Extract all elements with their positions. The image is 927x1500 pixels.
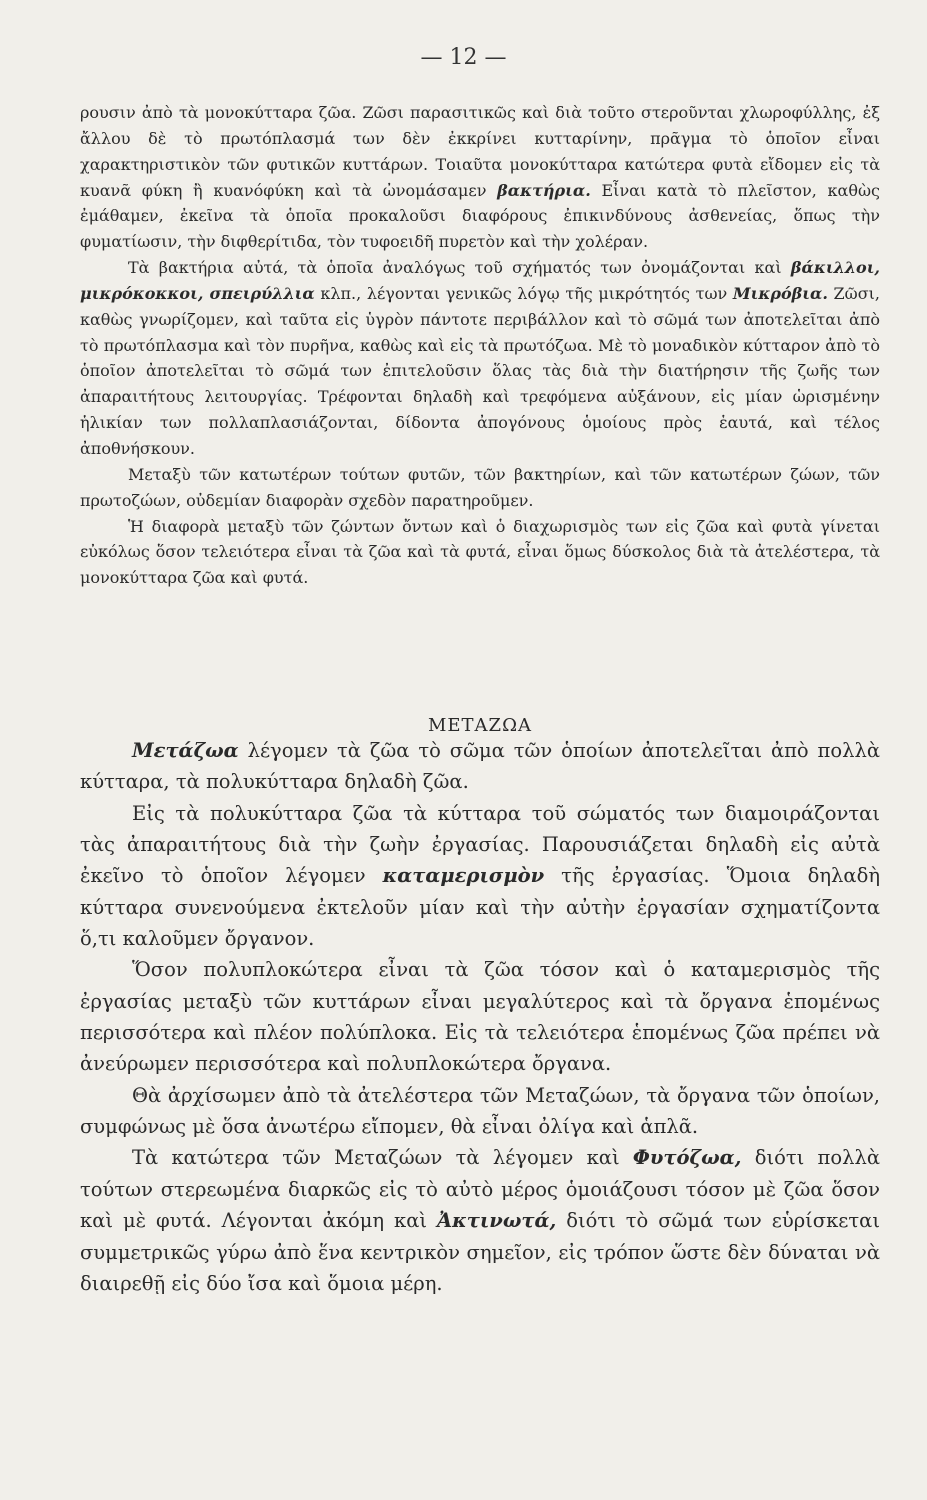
term-bacilli: βάκιλλοι, μικρόκοκκοι, σπειρύλλια bbox=[80, 258, 880, 303]
term-radiata: Ἀκτινωτά, bbox=[436, 1209, 557, 1233]
text-run: Εἰς τὰ πολυκύτταρα ζῶα τὰ κύτταρα τοῦ σώματός των διαμοιράζονται τὰς ἀπαραιτήτους διὰ τὴν ζωὴν ἐργασίας. Παρουσιάζεται δηλαδὴ εἰς αὐτὰ ἐκεῖνο τὸ ὁποῖον λέγομεν bbox=[80, 801, 880, 888]
text-run: Εἶναι κατὰ τὸ πλεῖστον, καθὼς ἐμάθαμεν, ἐκεῖνα τὰ ὁποῖα προκαλοῦσι διαφόρους ἐπικινδύνους ἀσθενείας, ὅπως τὴν φυματίωσιν, τὴν διφθερίτιδα, τὸν τυφοειδῆ πυρετὸν καὶ τὴν χολέραν. bbox=[80, 180, 881, 252]
term-bacteria: βακτήρια. bbox=[497, 180, 591, 200]
paragraph: Μεταξὺ τῶν κατωτέρων τούτων φυτῶν, τῶν βακτηρίων, καὶ τῶν κατωτέρων ζώων, τῶν πρωτοζώων, οὐδεμίαν διαφορὰν σχεδὸν παρατηροῦμεν. bbox=[80, 464, 880, 510]
page-number: — 12 — bbox=[420, 45, 507, 70]
paragraph bbox=[80, 255, 880, 462]
paragraph bbox=[80, 1142, 880, 1299]
text-run: διότι πολλὰ τούτων στερεωμένα διαρκῶς εἰς τὸ αὐτὸ μέρος ὁμοιάζουσι τόσον μὲ ζῶα ὅσον καὶ μὲ φυτά. Λέγονται ἀκόμη καὶ bbox=[80, 1146, 880, 1233]
text-run: λέγομεν τὰ ζῶα τὸ σῶμα τῶν ὁποίων ἀποτελεῖται ἀπὸ πολλὰ κύτταρα, τὰ πολυκύτταρα δηλαδὴ ζῶα. bbox=[80, 739, 880, 794]
paragraph bbox=[80, 735, 880, 798]
term-division-of-labor: καταμερισμὸν bbox=[382, 864, 545, 888]
section-bacteria bbox=[80, 100, 880, 591]
paragraph bbox=[80, 100, 880, 255]
text-run: Τὰ βακτήρια αὐτά, τὰ ὁποῖα ἀναλόγως τοῦ σχήματός των ὀνομάζονται καὶ bbox=[128, 258, 791, 278]
text-run: Τὰ κατώτερα τῶν Μεταζώων τὰ λέγομεν καὶ bbox=[132, 1146, 633, 1170]
paragraph: Ἡ διαφορὰ μεταξὺ τῶν ζώντων ὄντων καὶ ὁ διαχωρισμὸς των εἰς ζῶα καὶ φυτὰ γίνεται εὐκόλως ὅσον τελειότερα εἶναι τὰ ζῶα καὶ τὰ φυτά, εἶναι ὅμως δύσκολος διὰ τὰ ἀτελέστερα, τὰ μονοκύτταρα ζῶα καὶ φυτά. bbox=[80, 516, 880, 588]
paragraph: Θὰ ἀρχίσωμεν ἀπὸ τὰ ἀτελέστερα τῶν Μεταζώων, τὰ ὄργανα τῶν ὁποίων, συμφώνως μὲ ὅσα ἀνωτέρω εἴπομεν, θὰ εἶναι ὀλίγα καὶ ἁπλᾶ. bbox=[80, 1083, 880, 1139]
section-metazoa bbox=[80, 735, 880, 1299]
text-run: Ζῶσι, καθὼς γνωρίζομεν, καὶ ταῦτα εἰς ὑγρὸν πάντοτε περιβάλλον καὶ τὸ σῶμά των ἀποτελεῖται ἀπὸ τὸ πρωτόπλασμα καὶ τὸν πυρῆνα, καθὼς καὶ εἰς τὰ πρωτόζωα. Μὲ τὸ μοναδικὸν κύτταρον ἀπὸ τὸ ὁποῖον ἀποτελεῖται τὸ σῶμά των ἐπιτελοῦσιν ὅλας τὰς διὰ τὴν διατήρησιν τῆς ζωῆς των ἀπαραιτήτους λειτουργίας. Τρέφονται δηλαδὴ καὶ τρεφόμενα αὐξάνουν, εἰς μίαν ὡρισμένην ἡλικίαν των πολλαπλασιάζονται, δίδοντα ἀπογόνους ὁμοίους πρὸς ἑαυτά, καὶ τέλος ἀποθνήσκουν. bbox=[80, 283, 880, 458]
term-metazoa: Μετάζωα bbox=[132, 739, 239, 762]
text-run: κλπ., λέγονται γενικῶς λόγῳ τῆς μικρότητός των bbox=[314, 283, 733, 303]
text-run: τῆς ἐργασίας. Ὅμοια δηλαδὴ κύτταρα συνενούμενα ἐκτελοῦν μίαν καὶ τὴν αὐτὴν ἐργασίαν σχηματίζοντα ὅ,τι καλοῦμεν ὄργανον. bbox=[80, 864, 881, 951]
term-phytozoa: Φυτόζωα, bbox=[632, 1146, 742, 1170]
paragraph bbox=[80, 798, 880, 955]
section-heading: ΜΕΤΑΖΩΑ bbox=[427, 715, 532, 736]
term-microbes: Μικρόβια. bbox=[732, 283, 828, 303]
text-run: ρουσιν ἀπὸ τὰ μονοκύτταρα ζῶα. Ζῶσι παρασιτικῶς καὶ διὰ τοῦτο στεροῦνται χλωροφύλλης, ἐξ ἄλλου δὲ τὸ πρωτόπλασμά των δὲν ἐκκρίνει κυτταρίνην, πρᾶγμα τὸ ὁποῖον εἶναι χαρακτηριστικὸν τῶν φυτικῶν κυττάρων. Τοιαῦτα μονοκύτταρα κατώτερα φυτὰ εἴδομεν εἰς τὰ κυανᾶ φύκη ἢ κυανόφύκη καὶ τὰ ὠνομάσαμεν bbox=[80, 103, 880, 200]
text-run: διότι τὸ σῶμά των εὑρίσκεται συμμετρικῶς γύρω ἀπὸ ἕνα κεντρικὸν σημεῖον, εἰς τρόπον ὥστε δὲν δύναται νὰ διαιρεθῇ εἰς δύο ἴσα καὶ ὅμοια μέρη. bbox=[80, 1209, 881, 1295]
paragraph: Ὅσον πολυπλοκώτερα εἶναι τὰ ζῶα τόσον καὶ ὁ καταμερισμὸς τῆς ἐργασίας μεταξὺ τῶν κυττάρων εἶναι μεγαλύτερος καὶ τὰ ὄργανα ἑπομένως περισσότερα καὶ πλέον πολύπλοκα. Εἰς τὰ τελειότερα ἑπομένως ζῶα πρέπει νὰ ἀνεύρωμεν περισσότερα καὶ πολυπλοκώτερα ὄργανα. bbox=[80, 958, 880, 1076]
